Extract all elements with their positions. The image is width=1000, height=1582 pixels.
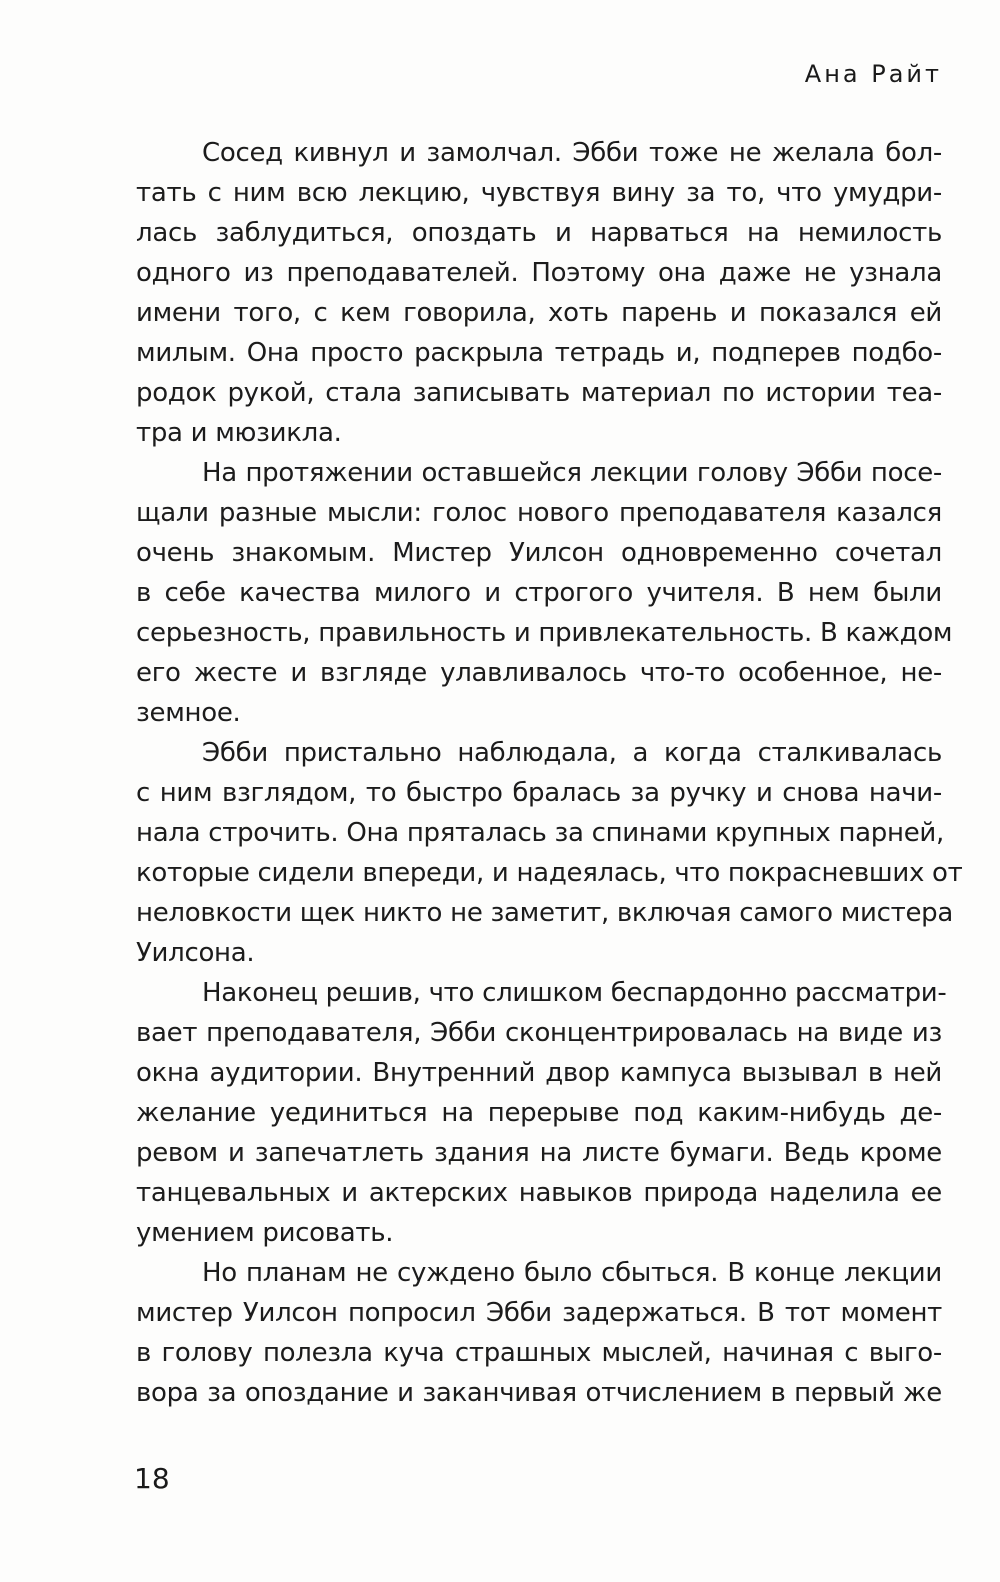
text-line: Эбби пристально наблюдала, а когда сталкивалась — [202, 738, 942, 768]
text-line: земное. — [136, 698, 241, 728]
text-line: его жесте и взгляде улавливалось что-то особенное, не- — [136, 658, 942, 688]
text-line: вора за опоздание и заканчивая отчислением в первый же — [136, 1378, 942, 1408]
text-line: мистер Уилсон попросил Эбби задержаться. В тот момент — [136, 1298, 942, 1328]
text-line: в себе качества милого и строгого учителя. В нем были — [136, 578, 942, 608]
text-line: ревом и запечатлеть здания на листе бумаги. Ведь кроме — [136, 1138, 942, 1168]
text-line: Но планам не суждено было сбыться. В конце лекции — [202, 1258, 942, 1288]
paragraph-2 — [136, 453, 953, 733]
text-line: очень знакомым. Мистер Уилсон одновременно сочетал — [136, 538, 942, 568]
text-line: вает преподавателя, Эбби сконцентрировалась на виде из — [136, 1018, 942, 1048]
text-line: Уилсона. — [136, 938, 255, 968]
text-line: тра и мюзикла. — [136, 418, 342, 448]
text-line: танцевальных и актерских навыков природа наделила ее — [136, 1178, 942, 1208]
text-line: Сосед кивнул и замолчал. Эбби тоже не желала бол- — [202, 138, 942, 168]
paragraph-5 — [136, 1253, 942, 1413]
text-line: желание уединиться на перерыве под каким-нибудь де- — [136, 1098, 942, 1128]
text-line: в голову полезла куча страшных мыслей, начиная с выго- — [136, 1338, 942, 1368]
paragraph-4 — [136, 973, 947, 1253]
text-line: лась заблудиться, опоздать и нарваться на немилость — [136, 218, 942, 248]
text-line: имени того, с кем говорила, хоть парень и показался ей — [136, 298, 942, 328]
text-line: окна аудитории. Внутренний двор кампуса вызывал в ней — [136, 1058, 942, 1088]
text-line: милым. Она просто раскрыла тетрадь и, подперев подбо- — [136, 338, 942, 368]
text-line: которые сидели впереди, и надеялась, что покрасневших от — [136, 858, 963, 888]
text-line: тать с ним всю лекцию, чувствуя вину за то, что умудри- — [136, 178, 942, 208]
paragraph-1 — [136, 133, 942, 453]
body-text — [136, 133, 963, 1413]
text-line: нала строчить. Она пряталась за спинами крупных парней, — [136, 818, 944, 848]
text-line: родок рукой, стала записывать материал по истории теа- — [136, 378, 942, 408]
text-line: одного из преподавателей. Поэтому она даже не узнала — [136, 258, 942, 288]
running-header-author: Ана Райт — [804, 60, 942, 88]
text-line: щали разные мысли: голос нового преподавателя казался — [136, 498, 942, 528]
text-line: серьезность, правильность и привлекательность. В каждом — [136, 618, 953, 648]
page-number: 18 — [134, 1462, 170, 1495]
text-line: неловкости щек никто не заметит, включая самого мистера — [136, 898, 953, 928]
text-line: Наконец решив, что слишком беспардонно рассматри- — [202, 978, 947, 1008]
text-line: с ним взглядом, то быстро бралась за ручку и снова начи- — [136, 778, 942, 808]
paragraph-3 — [136, 733, 963, 973]
text-line: На протяжении оставшейся лекции голову Эбби посе- — [202, 458, 942, 488]
text-line: умением рисовать. — [136, 1218, 394, 1248]
